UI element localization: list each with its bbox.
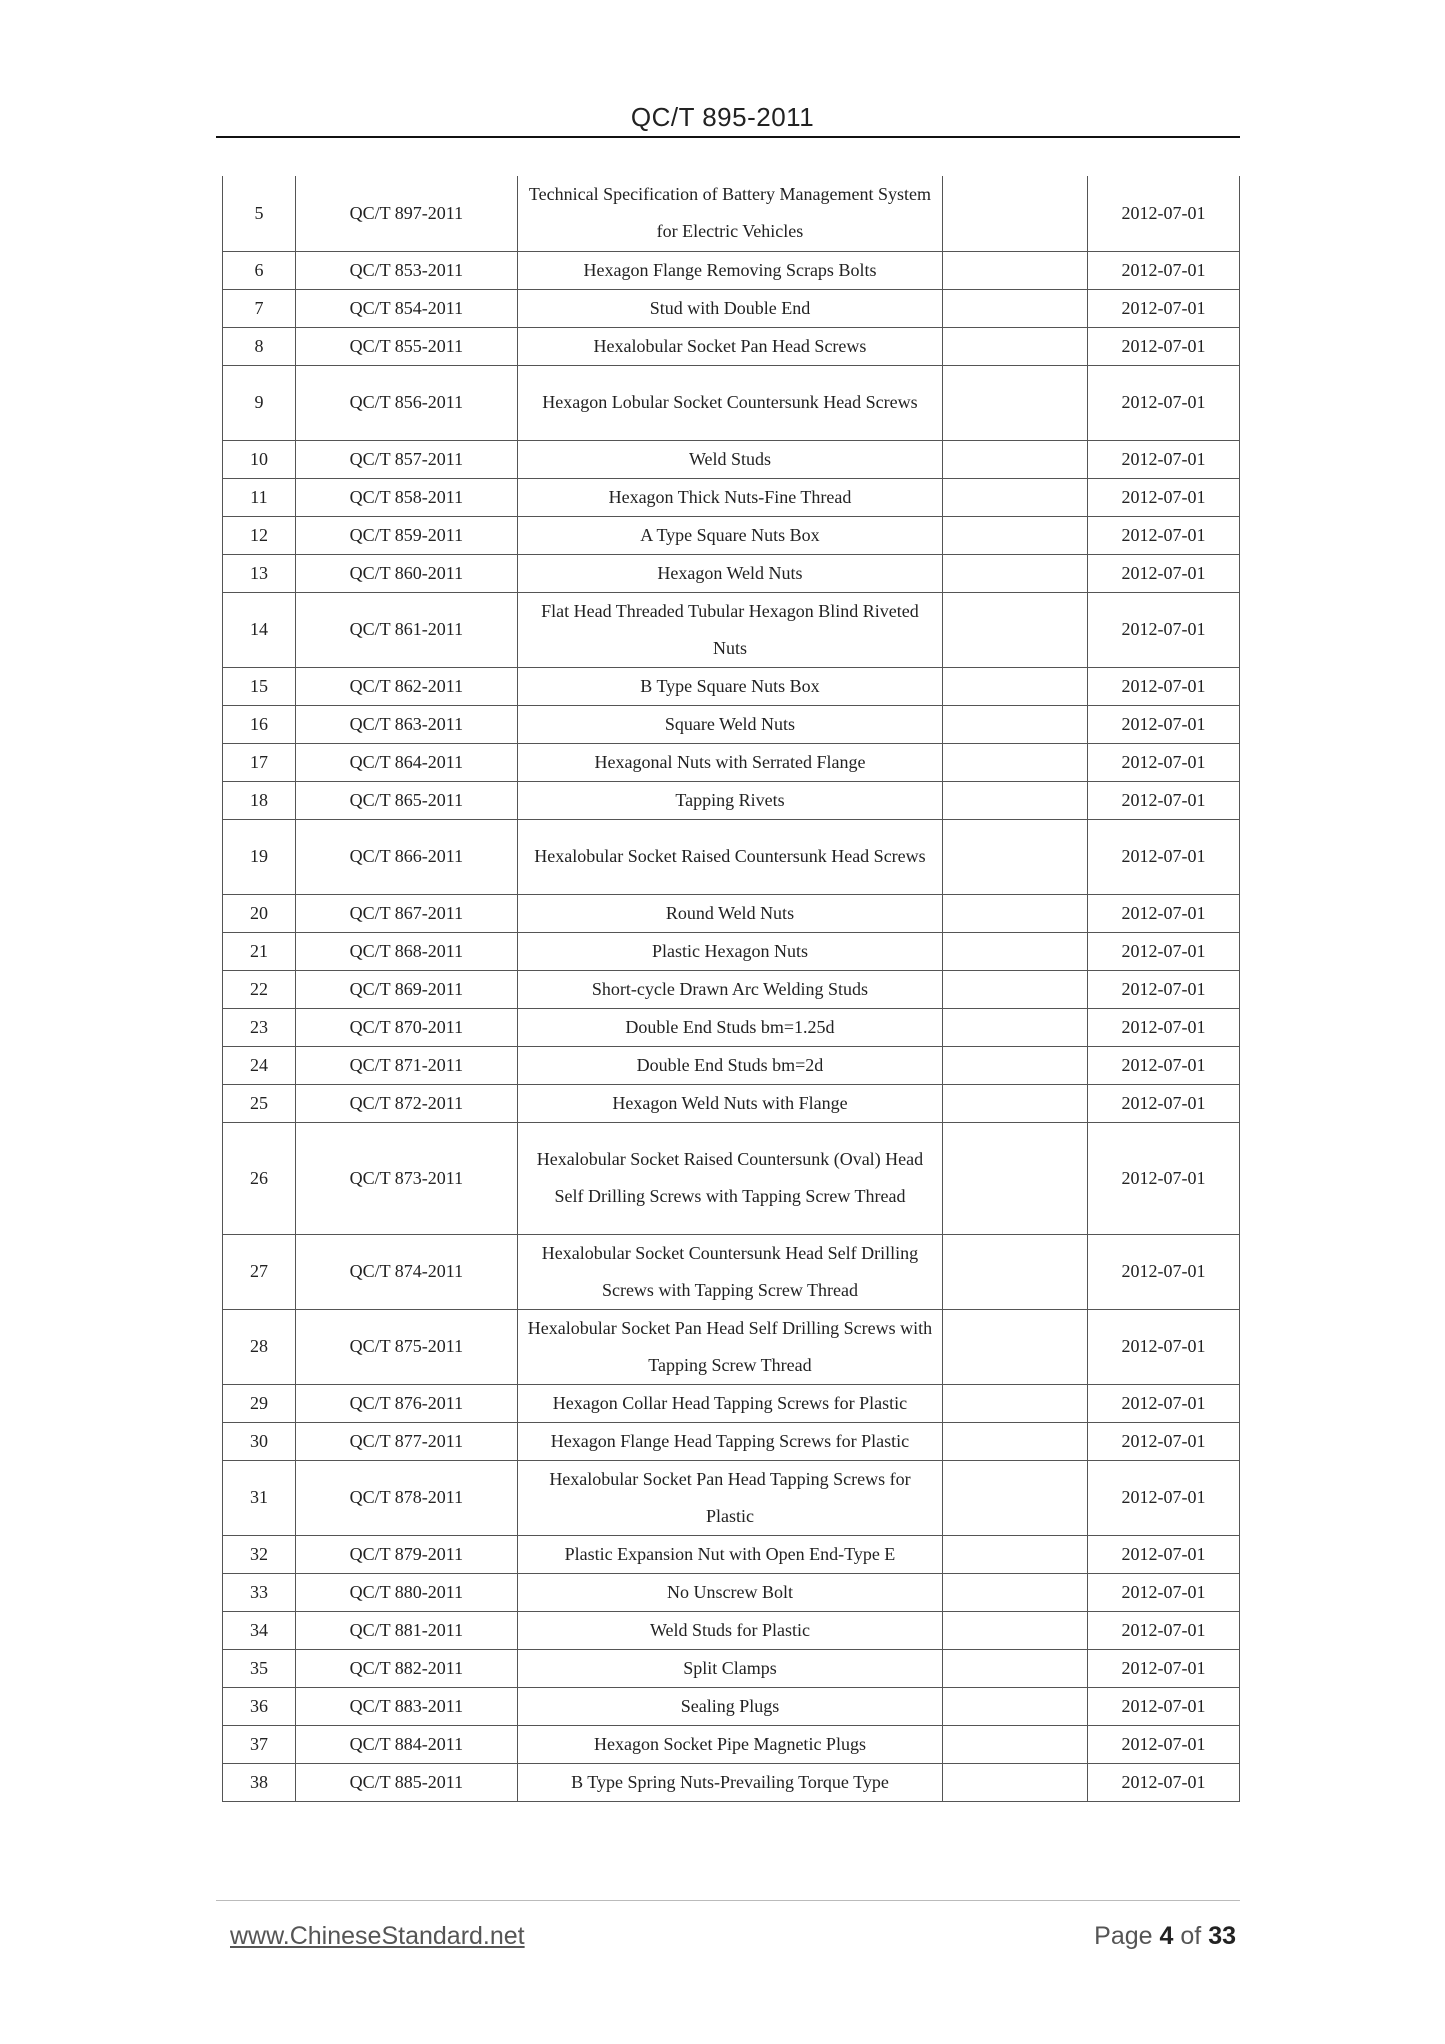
blank-cell (943, 1763, 1088, 1801)
blank-cell (943, 705, 1088, 743)
implementation-date: 2012-07-01 (1088, 1046, 1240, 1084)
row-number: 14 (223, 592, 296, 667)
standard-title: Split Clamps (517, 1649, 942, 1687)
standard-title: Plastic Hexagon Nuts (517, 932, 942, 970)
blank-cell (943, 1384, 1088, 1422)
implementation-date: 2012-07-01 (1088, 1384, 1240, 1422)
table-row (223, 1535, 1240, 1573)
standards-table (222, 176, 1240, 1802)
standard-code: QC/T 876-2011 (295, 1384, 517, 1422)
row-number: 27 (223, 1234, 296, 1309)
row-number: 16 (223, 705, 296, 743)
implementation-date: 2012-07-01 (1088, 932, 1240, 970)
standard-title: Hexalobular Socket Pan Head Tapping Screws for Plastic (517, 1460, 942, 1535)
standard-code: QC/T 882-2011 (295, 1649, 517, 1687)
row-number: 28 (223, 1309, 296, 1384)
blank-cell (943, 1084, 1088, 1122)
standard-code: QC/T 853-2011 (295, 251, 517, 289)
standard-title: Weld Studs (517, 440, 942, 478)
implementation-date: 2012-07-01 (1088, 1763, 1240, 1801)
implementation-date: 2012-07-01 (1088, 1573, 1240, 1611)
blank-cell (943, 327, 1088, 365)
page-current: 4 (1159, 1922, 1174, 1950)
standard-code: QC/T 878-2011 (295, 1460, 517, 1535)
table-row (223, 705, 1240, 743)
table-row (223, 1649, 1240, 1687)
standard-title: Hexalobular Socket Countersunk Head Self Drilling Screws with Tapping Screw Thread (517, 1234, 942, 1309)
footer-divider (216, 1900, 1240, 1901)
standard-code: QC/T 855-2011 (295, 327, 517, 365)
standard-code: QC/T 859-2011 (295, 516, 517, 554)
implementation-date: 2012-07-01 (1088, 176, 1240, 251)
standard-title: Hexagon Collar Head Tapping Screws for Plastic (517, 1384, 942, 1422)
standard-code: QC/T 880-2011 (295, 1573, 517, 1611)
row-number: 36 (223, 1687, 296, 1725)
table-row (223, 176, 1240, 251)
implementation-date: 2012-07-01 (1088, 478, 1240, 516)
row-number: 7 (223, 289, 296, 327)
implementation-date: 2012-07-01 (1088, 667, 1240, 705)
row-number: 32 (223, 1535, 296, 1573)
standard-code: QC/T 863-2011 (295, 705, 517, 743)
table-row (223, 894, 1240, 932)
blank-cell (943, 1687, 1088, 1725)
standard-title: Hexalobular Socket Pan Head Self Drilling Screws with Tapping Screw Thread (517, 1309, 942, 1384)
table-row (223, 327, 1240, 365)
implementation-date: 2012-07-01 (1088, 327, 1240, 365)
row-number: 21 (223, 932, 296, 970)
standard-code: QC/T 866-2011 (295, 819, 517, 894)
standard-title: Flat Head Threaded Tubular Hexagon Blind Riveted Nuts (517, 592, 942, 667)
standard-code: QC/T 861-2011 (295, 592, 517, 667)
page-of: of (1180, 1922, 1202, 1950)
standard-title: Hexagon Socket Pipe Magnetic Plugs (517, 1725, 942, 1763)
table-row (223, 1725, 1240, 1763)
implementation-date: 2012-07-01 (1088, 289, 1240, 327)
blank-cell (943, 970, 1088, 1008)
table-row (223, 1460, 1240, 1535)
standard-title: Square Weld Nuts (517, 705, 942, 743)
row-number: 33 (223, 1573, 296, 1611)
standard-title: No Unscrew Bolt (517, 1573, 942, 1611)
standard-title: Technical Specification of Battery Management System for Electric Vehicles (517, 176, 942, 251)
implementation-date: 2012-07-01 (1088, 1122, 1240, 1234)
blank-cell (943, 554, 1088, 592)
table-row (223, 1046, 1240, 1084)
table-row (223, 554, 1240, 592)
standard-title: Tapping Rivets (517, 781, 942, 819)
table-row (223, 1234, 1240, 1309)
standards-table-body (223, 176, 1240, 1801)
blank-cell (943, 592, 1088, 667)
table-row (223, 365, 1240, 440)
standard-title: Hexalobular Socket Pan Head Screws (517, 327, 942, 365)
blank-cell (943, 440, 1088, 478)
table-row (223, 440, 1240, 478)
page-header-title: QC/T 895-2011 (630, 102, 815, 132)
standard-code: QC/T 856-2011 (295, 365, 517, 440)
table-row (223, 1008, 1240, 1046)
standard-title: Hexalobular Socket Raised Countersunk (Oval) Head Self Drilling Screws with Tapping Screw Thread (517, 1122, 942, 1234)
standard-title: Plastic Expansion Nut with Open End-Type E (517, 1535, 942, 1573)
row-number: 9 (223, 365, 296, 440)
blank-cell (943, 1649, 1088, 1687)
standard-title: Double End Studs bm=2d (517, 1046, 942, 1084)
standard-code: QC/T 865-2011 (295, 781, 517, 819)
row-number: 18 (223, 781, 296, 819)
standard-title: Hexagon Weld Nuts (517, 554, 942, 592)
row-number: 24 (223, 1046, 296, 1084)
standard-code: QC/T 872-2011 (295, 1084, 517, 1122)
implementation-date: 2012-07-01 (1088, 1460, 1240, 1535)
standard-code: QC/T 883-2011 (295, 1687, 517, 1725)
table-row (223, 819, 1240, 894)
blank-cell (943, 176, 1088, 251)
blank-cell (943, 1122, 1088, 1234)
standard-title: Hexagonal Nuts with Serrated Flange (517, 743, 942, 781)
table-row (223, 1422, 1240, 1460)
page-number (1094, 1922, 1236, 1951)
row-number: 19 (223, 819, 296, 894)
standard-code: QC/T 870-2011 (295, 1008, 517, 1046)
implementation-date: 2012-07-01 (1088, 1008, 1240, 1046)
row-number: 29 (223, 1384, 296, 1422)
row-number: 11 (223, 478, 296, 516)
standard-title: Hexagon Weld Nuts with Flange (517, 1084, 942, 1122)
row-number: 26 (223, 1122, 296, 1234)
page-total: 33 (1208, 1922, 1236, 1950)
implementation-date: 2012-07-01 (1088, 894, 1240, 932)
row-number: 6 (223, 251, 296, 289)
standard-code: QC/T 877-2011 (295, 1422, 517, 1460)
row-number: 30 (223, 1422, 296, 1460)
standard-code: QC/T 871-2011 (295, 1046, 517, 1084)
blank-cell (943, 478, 1088, 516)
implementation-date: 2012-07-01 (1088, 1649, 1240, 1687)
standard-code: QC/T 874-2011 (295, 1234, 517, 1309)
standard-code: QC/T 875-2011 (295, 1309, 517, 1384)
table-row (223, 667, 1240, 705)
header-divider (216, 136, 1240, 138)
standard-code: QC/T 854-2011 (295, 289, 517, 327)
blank-cell (943, 1535, 1088, 1573)
blank-cell (943, 1460, 1088, 1535)
standard-title: A Type Square Nuts Box (517, 516, 942, 554)
implementation-date: 2012-07-01 (1088, 365, 1240, 440)
blank-cell (943, 1422, 1088, 1460)
standard-code: QC/T 860-2011 (295, 554, 517, 592)
row-number: 15 (223, 667, 296, 705)
implementation-date: 2012-07-01 (1088, 251, 1240, 289)
row-number: 38 (223, 1763, 296, 1801)
row-number: 23 (223, 1008, 296, 1046)
row-number: 22 (223, 970, 296, 1008)
implementation-date: 2012-07-01 (1088, 1611, 1240, 1649)
row-number: 20 (223, 894, 296, 932)
blank-cell (943, 251, 1088, 289)
table-row (223, 1687, 1240, 1725)
row-number: 13 (223, 554, 296, 592)
standard-title: Sealing Plugs (517, 1687, 942, 1725)
standard-title: B Type Spring Nuts-Prevailing Torque Type (517, 1763, 942, 1801)
implementation-date: 2012-07-01 (1088, 440, 1240, 478)
implementation-date: 2012-07-01 (1088, 781, 1240, 819)
table-row (223, 1084, 1240, 1122)
standard-code: QC/T 858-2011 (295, 478, 517, 516)
standard-code: QC/T 879-2011 (295, 1535, 517, 1573)
standard-title: Short-cycle Drawn Arc Welding Studs (517, 970, 942, 1008)
table-row (223, 592, 1240, 667)
standard-title: Hexagon Flange Removing Scraps Bolts (517, 251, 942, 289)
row-number: 12 (223, 516, 296, 554)
standard-title: Hexagon Thick Nuts-Fine Thread (517, 478, 942, 516)
blank-cell (943, 1234, 1088, 1309)
row-number: 37 (223, 1725, 296, 1763)
implementation-date: 2012-07-01 (1088, 1309, 1240, 1384)
implementation-date: 2012-07-01 (1088, 592, 1240, 667)
implementation-date: 2012-07-01 (1088, 819, 1240, 894)
table-row (223, 932, 1240, 970)
row-number: 10 (223, 440, 296, 478)
blank-cell (943, 932, 1088, 970)
implementation-date: 2012-07-01 (1088, 970, 1240, 1008)
blank-cell (943, 1611, 1088, 1649)
standard-code: QC/T 868-2011 (295, 932, 517, 970)
blank-cell (943, 819, 1088, 894)
standard-code: QC/T 869-2011 (295, 970, 517, 1008)
row-number: 35 (223, 1649, 296, 1687)
standard-code: QC/T 873-2011 (295, 1122, 517, 1234)
table-row (223, 516, 1240, 554)
footer-website-link[interactable]: www.ChineseStandard.net (230, 1922, 525, 1950)
row-number: 31 (223, 1460, 296, 1535)
implementation-date: 2012-07-01 (1088, 1234, 1240, 1309)
row-number: 34 (223, 1611, 296, 1649)
blank-cell (943, 516, 1088, 554)
standard-title: Weld Studs for Plastic (517, 1611, 942, 1649)
blank-cell (943, 1309, 1088, 1384)
standard-code: QC/T 864-2011 (295, 743, 517, 781)
table-row (223, 289, 1240, 327)
standard-code: QC/T 862-2011 (295, 667, 517, 705)
table-row (223, 1573, 1240, 1611)
blank-cell (943, 743, 1088, 781)
standard-title: B Type Square Nuts Box (517, 667, 942, 705)
standard-title: Double End Studs bm=1.25d (517, 1008, 942, 1046)
blank-cell (943, 1046, 1088, 1084)
standard-title: Hexalobular Socket Raised Countersunk Head Screws (517, 819, 942, 894)
blank-cell (943, 781, 1088, 819)
standard-title: Hexagon Lobular Socket Countersunk Head Screws (517, 365, 942, 440)
standard-code: QC/T 867-2011 (295, 894, 517, 932)
implementation-date: 2012-07-01 (1088, 1725, 1240, 1763)
row-number: 5 (223, 176, 296, 251)
standard-title: Round Weld Nuts (517, 894, 942, 932)
standard-title: Hexagon Flange Head Tapping Screws for Plastic (517, 1422, 942, 1460)
table-row (223, 1384, 1240, 1422)
implementation-date: 2012-07-01 (1088, 1084, 1240, 1122)
page-prefix: Page (1094, 1922, 1153, 1950)
standard-title: Stud with Double End (517, 289, 942, 327)
table-row (223, 1309, 1240, 1384)
blank-cell (943, 289, 1088, 327)
blank-cell (943, 1725, 1088, 1763)
table-row (223, 743, 1240, 781)
implementation-date: 2012-07-01 (1088, 516, 1240, 554)
blank-cell (943, 667, 1088, 705)
table-row (223, 1122, 1240, 1234)
implementation-date: 2012-07-01 (1088, 743, 1240, 781)
row-number: 8 (223, 327, 296, 365)
standard-code: QC/T 881-2011 (295, 1611, 517, 1649)
standard-code: QC/T 857-2011 (295, 440, 517, 478)
table-row (223, 781, 1240, 819)
implementation-date: 2012-07-01 (1088, 554, 1240, 592)
table-row (223, 1611, 1240, 1649)
standard-code: QC/T 897-2011 (295, 176, 517, 251)
blank-cell (943, 1573, 1088, 1611)
blank-cell (943, 1008, 1088, 1046)
implementation-date: 2012-07-01 (1088, 1687, 1240, 1725)
table-row (223, 251, 1240, 289)
row-number: 17 (223, 743, 296, 781)
standard-code: QC/T 884-2011 (295, 1725, 517, 1763)
table-row (223, 970, 1240, 1008)
implementation-date: 2012-07-01 (1088, 705, 1240, 743)
implementation-date: 2012-07-01 (1088, 1535, 1240, 1573)
blank-cell (943, 365, 1088, 440)
table-row (223, 478, 1240, 516)
implementation-date: 2012-07-01 (1088, 1422, 1240, 1460)
blank-cell (943, 894, 1088, 932)
standard-code: QC/T 885-2011 (295, 1763, 517, 1801)
row-number: 25 (223, 1084, 296, 1122)
table-row (223, 1763, 1240, 1801)
